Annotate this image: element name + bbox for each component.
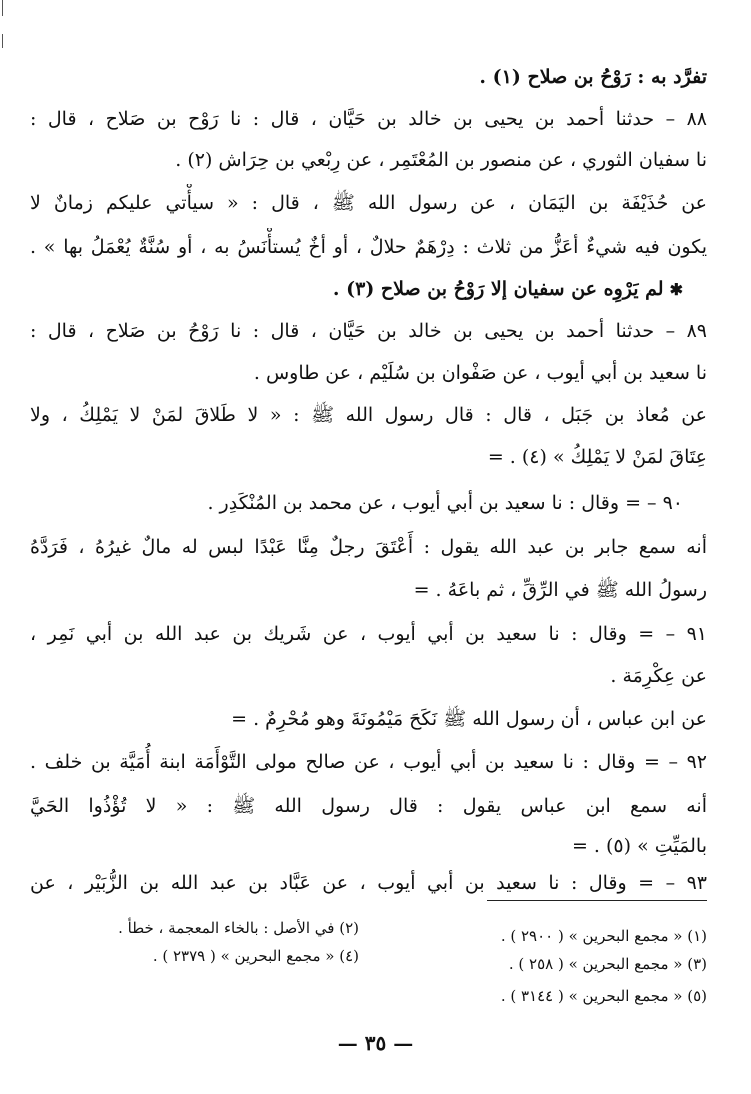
text-line-1: تفرَّد به : رَوْحُ بن صلاح (١) .: [479, 66, 707, 88]
hadith-90-header: ٩٠ – = وقال : نا سعيد بن أبي أيوب ، عن محمد بن المُنْكَدِر .: [207, 492, 683, 514]
text-line-15: عن عِكْرِمَة .: [610, 665, 707, 687]
hadith-93-header: ٩٣ – = وقال : نا سعيد بن أبي أيوب ، عن عَبَّاد بن عبد الله بن الزُّبَيْر ، عن: [30, 872, 707, 894]
margin-mark: [2, 34, 3, 48]
text-line-4: عن حُذَيْفَة بن اليَمَان ، عن رسول الله ﷺ ، قال : « سيأْتي عليكم زمانٌ لا: [30, 192, 707, 214]
hadith-91-header: ٩١ – = وقال : نا سعيد بن أبي أيوب ، عن شَريك بن عبد الله بن أبي نَمِر ،: [30, 623, 707, 645]
text-line-10: عِتَاقَ لمَنْ لا يَمْلِكُ » (٤) . =: [487, 446, 707, 468]
star-icon: ✱: [669, 280, 683, 299]
text-line-6-content: لم يَرْوِه عن سفيان إلا رَوْحُ بن صلاح (٣) .: [332, 278, 664, 300]
hadith-88-header: ٨٨ – حدثنا أحمد بن يحيى بن خالد بن حَيَّان ، قال : نا رَوْح بن صَلاح ، قال :: [30, 108, 707, 130]
text-line-18: أنه سمع ابن عباس يقول : قال رسول الله ﷺ : « لا تُؤْذُوا الحَيَّ: [30, 795, 707, 817]
footnote-1: (١) « مجمع البحرين » ( ٢٩٠٠ ) .: [500, 927, 707, 945]
text-line-5: يكون فيه شيءٌ أعَزُّ من ثلاث : دِرْهَمٌ حلالٌ ، أو أخٌ يُستأْنَسُ به ، أو سُنَّةٌ يُعْمَلُ بها » .: [30, 236, 707, 258]
text-line-16: عن ابن عباس ، أن رسول الله ﷺ نَكَحَ مَيْمُونَةَ وهو مُحْرِمٌ . =: [231, 708, 707, 730]
text-line-13: رسولُ الله ﷺ في الرِّقِّ ، ثم باعَهُ . =: [413, 579, 707, 601]
text-line-19: بالمَيِّتِ » (٥) . =: [571, 835, 707, 857]
footnote-4: (٤) « مجمع البحرين » ( ٢٣٧٩ ) .: [152, 947, 359, 965]
footnote-5: (٥) « مجمع البحرين » ( ٣١٤٤ ) .: [500, 987, 707, 1005]
footnote-separator: [487, 900, 707, 901]
margin-mark: [2, 0, 3, 16]
text-line-9: عن مُعاذ بن جَبَل ، قال : قال رسول الله ﷺ : « لا طَلاقَ لمَنْ لا يَمْلِكُ ، ولا: [30, 404, 707, 426]
text-line-6: [30, 270, 707, 308]
hadith-89-header: ٨٩ – حدثنا أحمد بن يحيى بن خالد بن حَيَّان ، قال : نا رَوْحُ بن صَلاح ، قال :: [30, 320, 707, 342]
page-number: — ٣٥ —: [337, 1031, 414, 1055]
hadith-92-header: ٩٢ – = وقال : نا سعيد بن أبي أيوب ، عن صالح مولى التَّوْأَمَة ابنة أُمَيَّة بن خلف .: [30, 751, 707, 773]
text-line-12: أنه سمع جابر بن عبد الله يقول : أَعْتَقَ رجلٌ مِنَّا عَبْدًا لبس له مالٌ غيرُهُ ، فَرَدَّهُ: [30, 536, 707, 558]
footnote-2: (٢) في الأصل : بالخاء المعجمة ، خطأ .: [118, 919, 359, 937]
text-line-8: نا سعيد بن أبي أيوب ، عن صَفْوان بن سُلَيْم ، عن طاوس .: [253, 362, 707, 384]
footnote-3: (٣) « مجمع البحرين » ( ٢٥٨ ) .: [508, 955, 707, 973]
text-line-3: نا سفيان الثوري ، عن منصور بن المُعْتَمِر ، عن رِبْعي بن حِرَاش (٢) .: [175, 149, 707, 171]
